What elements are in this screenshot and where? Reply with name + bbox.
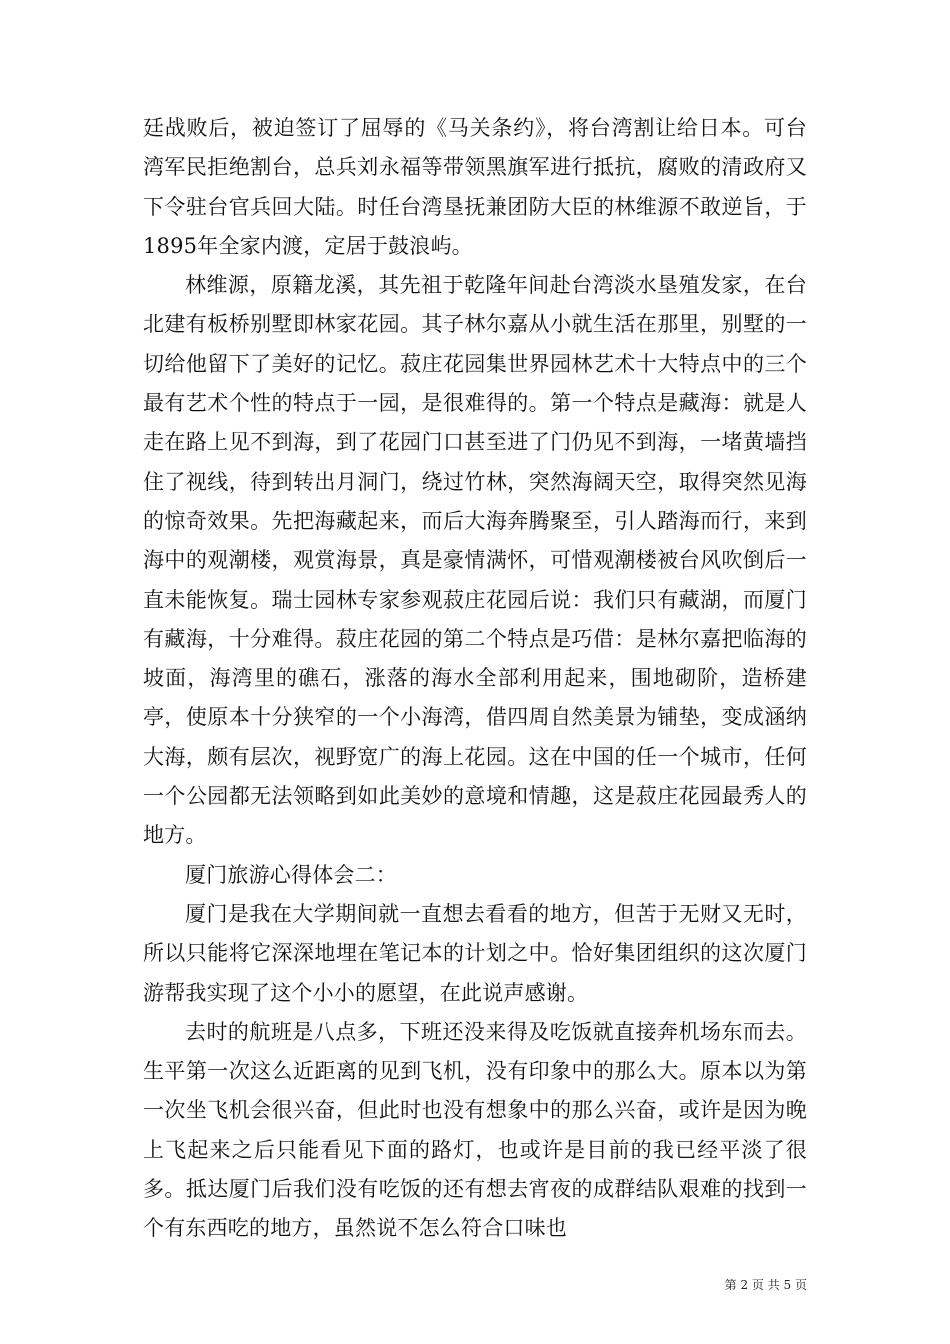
paragraph-1: 廷战败后，被迫签订了屈辱的《马关条约》，将台湾割让给日本。可台湾军民拒绝割台，总兵刘永福等带领黑旗军进行抵抗，腐败的清政府又下令驻台官兵回大陆。时任台湾垦抚兼团防大臣的林维源不敢逆旨，于1895年全家内渡，定居于鼓浪屿。 (143, 116, 807, 258)
paragraph-4: 去时的航班是八点多，下班还没来得及吃饭就直接奔机场东而去。生平第一次这么近距离的见到飞机，没有印象中的那么大。原本以为第一次坐飞机会很兴奋，但此时也没有想象中的那么兴奋，或许是因为晚上飞起来之后只能看见下面的路灯，也或许是目前的我已经平淡了很多。抵达厦门后我们没有吃饭的还有想去宵夜的成群结队艰难的找到一个有东西吃的地方，虽然说不怎么符合口味也 (143, 1019, 807, 1241)
page-number-footer: 第 2 页 共 5 页 (724, 1278, 807, 1292)
section-heading: 厦门旅游心得体会二： (185, 862, 397, 887)
paragraph-2: 林维源，原籍龙溪，其先祖于乾隆年间赴台湾淡水垦殖发家，在台北建有板桥别墅即林家花园。其子林尔嘉从小就生活在那里，别墅的一切给他留下了美好的记忆。菽庄花园集世界园林艺术十大特点中的三个最有艺术个性的特点于一园，是很难得的。第一个特点是藏海：就是人走在路上见不到海，到了花园门口甚至进了门仍见不到海，一堵黄墙挡住了视线，待到转出月洞门，绕过竹林，突然海阔天空，取得突然见海的惊奇效果。先把海藏起来，而后大海奔腾聚至，引人踏海而行，来到海中的观潮楼，观赏海景，真是豪情满怀，可惜观潮楼被台风吹倒后一直未能恢复。瑞士园林专家参观菽庄花园后说：我们只有藏湖，而厦门有藏海，十分难得。菽庄花园的第二个特点是巧借：是林尔嘉把临海的坡面，海湾里的礁石，涨落的海水全部利用起来，围地砌阶，造桥建亭，使原本十分狭窄的一个小海湾，借四周自然美景为铺垫，变成涵纳大海，颇有层次，视野宽广的海上花园。这在中国的任一个城市，任何一个公园都无法领略到如此美妙的意境和情趣，这是菽庄花园最秀人的地方。 (143, 273, 807, 848)
document-body (143, 109, 807, 1249)
paragraph-3: 厦门是我在大学期间就一直想去看看的地方，但苦于无财又无时，所以只能将它深深地埋在笔记本的计划之中。恰好集团组织的这次厦门游帮我实现了这个小小的愿望，在此说声感谢。 (143, 901, 807, 1005)
